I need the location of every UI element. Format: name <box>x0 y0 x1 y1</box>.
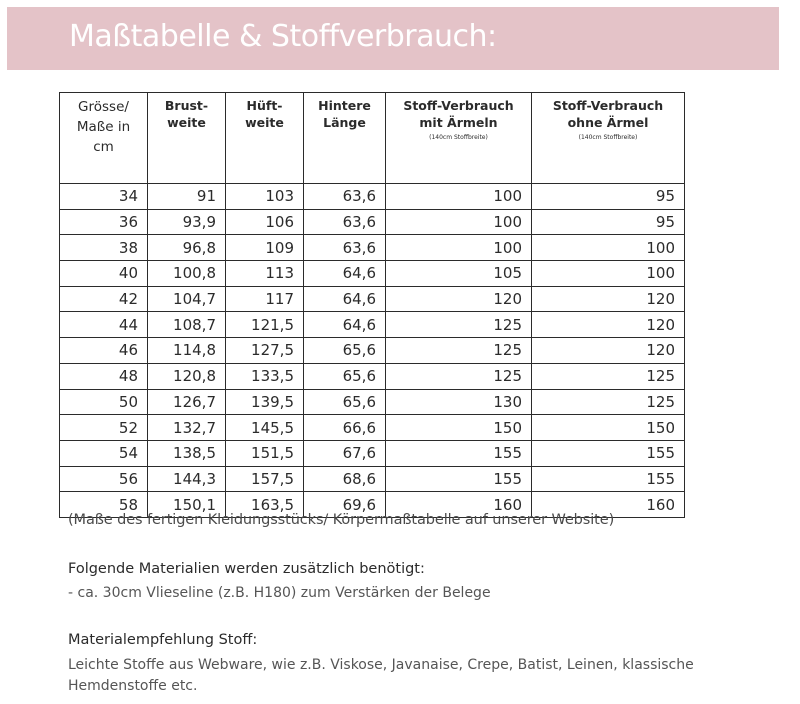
table-cell: 117 <box>226 286 304 312</box>
table-cell: 109 <box>226 235 304 261</box>
table-cell: 155 <box>532 440 685 466</box>
table-cell: 144,3 <box>148 466 226 492</box>
column-header <box>226 93 304 184</box>
header-line: Stoff-Verbrauch <box>552 98 664 113</box>
header-subtext: (140cm Stoffbreite) <box>578 134 638 141</box>
table-cell: 38 <box>60 235 148 261</box>
header-line: mit Ärmeln <box>419 115 498 130</box>
table-cell: 69,6 <box>304 492 386 518</box>
table-cell: 160 <box>532 492 685 518</box>
table-row <box>60 415 685 441</box>
table-cell: 100,8 <box>148 261 226 287</box>
table-cell: 125 <box>386 338 532 364</box>
header-line: weite <box>167 115 206 130</box>
table-cell: 113 <box>226 261 304 287</box>
header-line: Brust- <box>164 98 209 113</box>
table-cell: 105 <box>386 261 532 287</box>
table-cell: 133,5 <box>226 363 304 389</box>
table-cell: 100 <box>532 261 685 287</box>
column-header <box>386 93 532 184</box>
table-row <box>60 466 685 492</box>
table-cell: 151,5 <box>226 440 304 466</box>
table-cell: 155 <box>386 466 532 492</box>
table-cell: 120 <box>532 286 685 312</box>
table-cell: 44 <box>60 312 148 338</box>
table-cell: 121,5 <box>226 312 304 338</box>
table-cell: 58 <box>60 492 148 518</box>
table-cell: 96,8 <box>148 235 226 261</box>
table-note: (Maße des fertigen Kleidungsstücks/ Körpermaßtabelle auf unserer Website) <box>68 512 615 528</box>
table-cell: 63,6 <box>304 235 386 261</box>
table-cell: 100 <box>386 184 532 210</box>
table-cell: 64,6 <box>304 261 386 287</box>
page-title: Maßtabelle & Stoffverbrauch: <box>69 19 497 54</box>
table-row <box>60 389 685 415</box>
table-cell: 132,7 <box>148 415 226 441</box>
table-header-row <box>60 93 685 184</box>
table-cell: 50 <box>60 389 148 415</box>
table-cell: 68,6 <box>304 466 386 492</box>
table-cell: 157,5 <box>226 466 304 492</box>
table-cell: 104,7 <box>148 286 226 312</box>
table-cell: 64,6 <box>304 286 386 312</box>
table-cell: 150,1 <box>148 492 226 518</box>
header-line: Hintere <box>318 98 371 113</box>
header-line: Länge <box>323 115 366 130</box>
header-line: Stoff-Verbrauch <box>403 98 514 113</box>
table-cell: 66,6 <box>304 415 386 441</box>
table-cell: 103 <box>226 184 304 210</box>
table-cell: 95 <box>532 184 685 210</box>
title-banner <box>7 7 779 70</box>
table-cell: 145,5 <box>226 415 304 441</box>
table-row <box>60 363 685 389</box>
table-cell: 125 <box>532 363 685 389</box>
table-cell: 65,6 <box>304 389 386 415</box>
table-cell: 108,7 <box>148 312 226 338</box>
table-cell: 63,6 <box>304 184 386 210</box>
table-cell: 139,5 <box>226 389 304 415</box>
table-row <box>60 440 685 466</box>
table-cell: 65,6 <box>304 363 386 389</box>
table-cell: 125 <box>532 389 685 415</box>
table-cell: 120 <box>532 338 685 364</box>
table-cell: 120 <box>386 286 532 312</box>
column-header <box>532 93 685 184</box>
table-cell: 34 <box>60 184 148 210</box>
table-cell: 160 <box>386 492 532 518</box>
table-cell: 42 <box>60 286 148 312</box>
table-cell: 130 <box>386 389 532 415</box>
size-table <box>59 92 685 518</box>
header-line: Maße in <box>76 119 131 135</box>
fabric-heading: Materialempfehlung Stoff: <box>68 632 258 648</box>
table-row <box>60 338 685 364</box>
table-cell: 126,7 <box>148 389 226 415</box>
table-cell: 56 <box>60 466 148 492</box>
column-header <box>304 93 386 184</box>
table-cell: 63,6 <box>304 209 386 235</box>
header-line: ohne Ärmel <box>567 115 649 130</box>
column-header <box>148 93 226 184</box>
table-row <box>60 235 685 261</box>
table-row <box>60 261 685 287</box>
table-cell: 125 <box>386 312 532 338</box>
header-line: cm <box>93 139 114 155</box>
table-cell: 155 <box>532 466 685 492</box>
table-cell: 100 <box>386 209 532 235</box>
table-cell: 65,6 <box>304 338 386 364</box>
materials-heading: Folgende Materialien werden zusätzlich benötigt: <box>68 561 425 577</box>
materials-item: - ca. 30cm Vlieseline (z.B. H180) zum Verstärken der Belege <box>68 585 491 601</box>
header-line: Grösse/ <box>78 99 129 115</box>
table-cell: 125 <box>386 363 532 389</box>
table-row <box>60 286 685 312</box>
table-cell: 100 <box>386 235 532 261</box>
table-cell: 93,9 <box>148 209 226 235</box>
table-cell: 36 <box>60 209 148 235</box>
table-cell: 150 <box>532 415 685 441</box>
table-cell: 54 <box>60 440 148 466</box>
table-cell: 120,8 <box>148 363 226 389</box>
table-cell: 114,8 <box>148 338 226 364</box>
table-cell: 155 <box>386 440 532 466</box>
column-header <box>60 93 148 184</box>
table-cell: 40 <box>60 261 148 287</box>
table-cell: 163,5 <box>226 492 304 518</box>
table-body <box>60 184 685 518</box>
table-cell: 95 <box>532 209 685 235</box>
table-cell: 67,6 <box>304 440 386 466</box>
table-cell: 106 <box>226 209 304 235</box>
table-row <box>60 312 685 338</box>
header-subtext: (140cm Stoffbreite) <box>429 134 488 141</box>
table-cell: 52 <box>60 415 148 441</box>
table-cell: 120 <box>532 312 685 338</box>
table-row <box>60 184 685 210</box>
table-cell: 91 <box>148 184 226 210</box>
header-line: weite <box>245 115 284 130</box>
table-row <box>60 209 685 235</box>
table-cell: 138,5 <box>148 440 226 466</box>
table-cell: 150 <box>386 415 532 441</box>
header-line: Hüft- <box>246 98 283 113</box>
table-cell: 100 <box>532 235 685 261</box>
table-cell: 46 <box>60 338 148 364</box>
table-cell: 64,6 <box>304 312 386 338</box>
fabric-text: Leichte Stoffe aus Webware, wie z.B. Viskose, Javanaise, Crepe, Batist, Leinen, klassische Hemdenstoffe etc. <box>68 657 694 694</box>
table-cell: 48 <box>60 363 148 389</box>
table-cell: 127,5 <box>226 338 304 364</box>
